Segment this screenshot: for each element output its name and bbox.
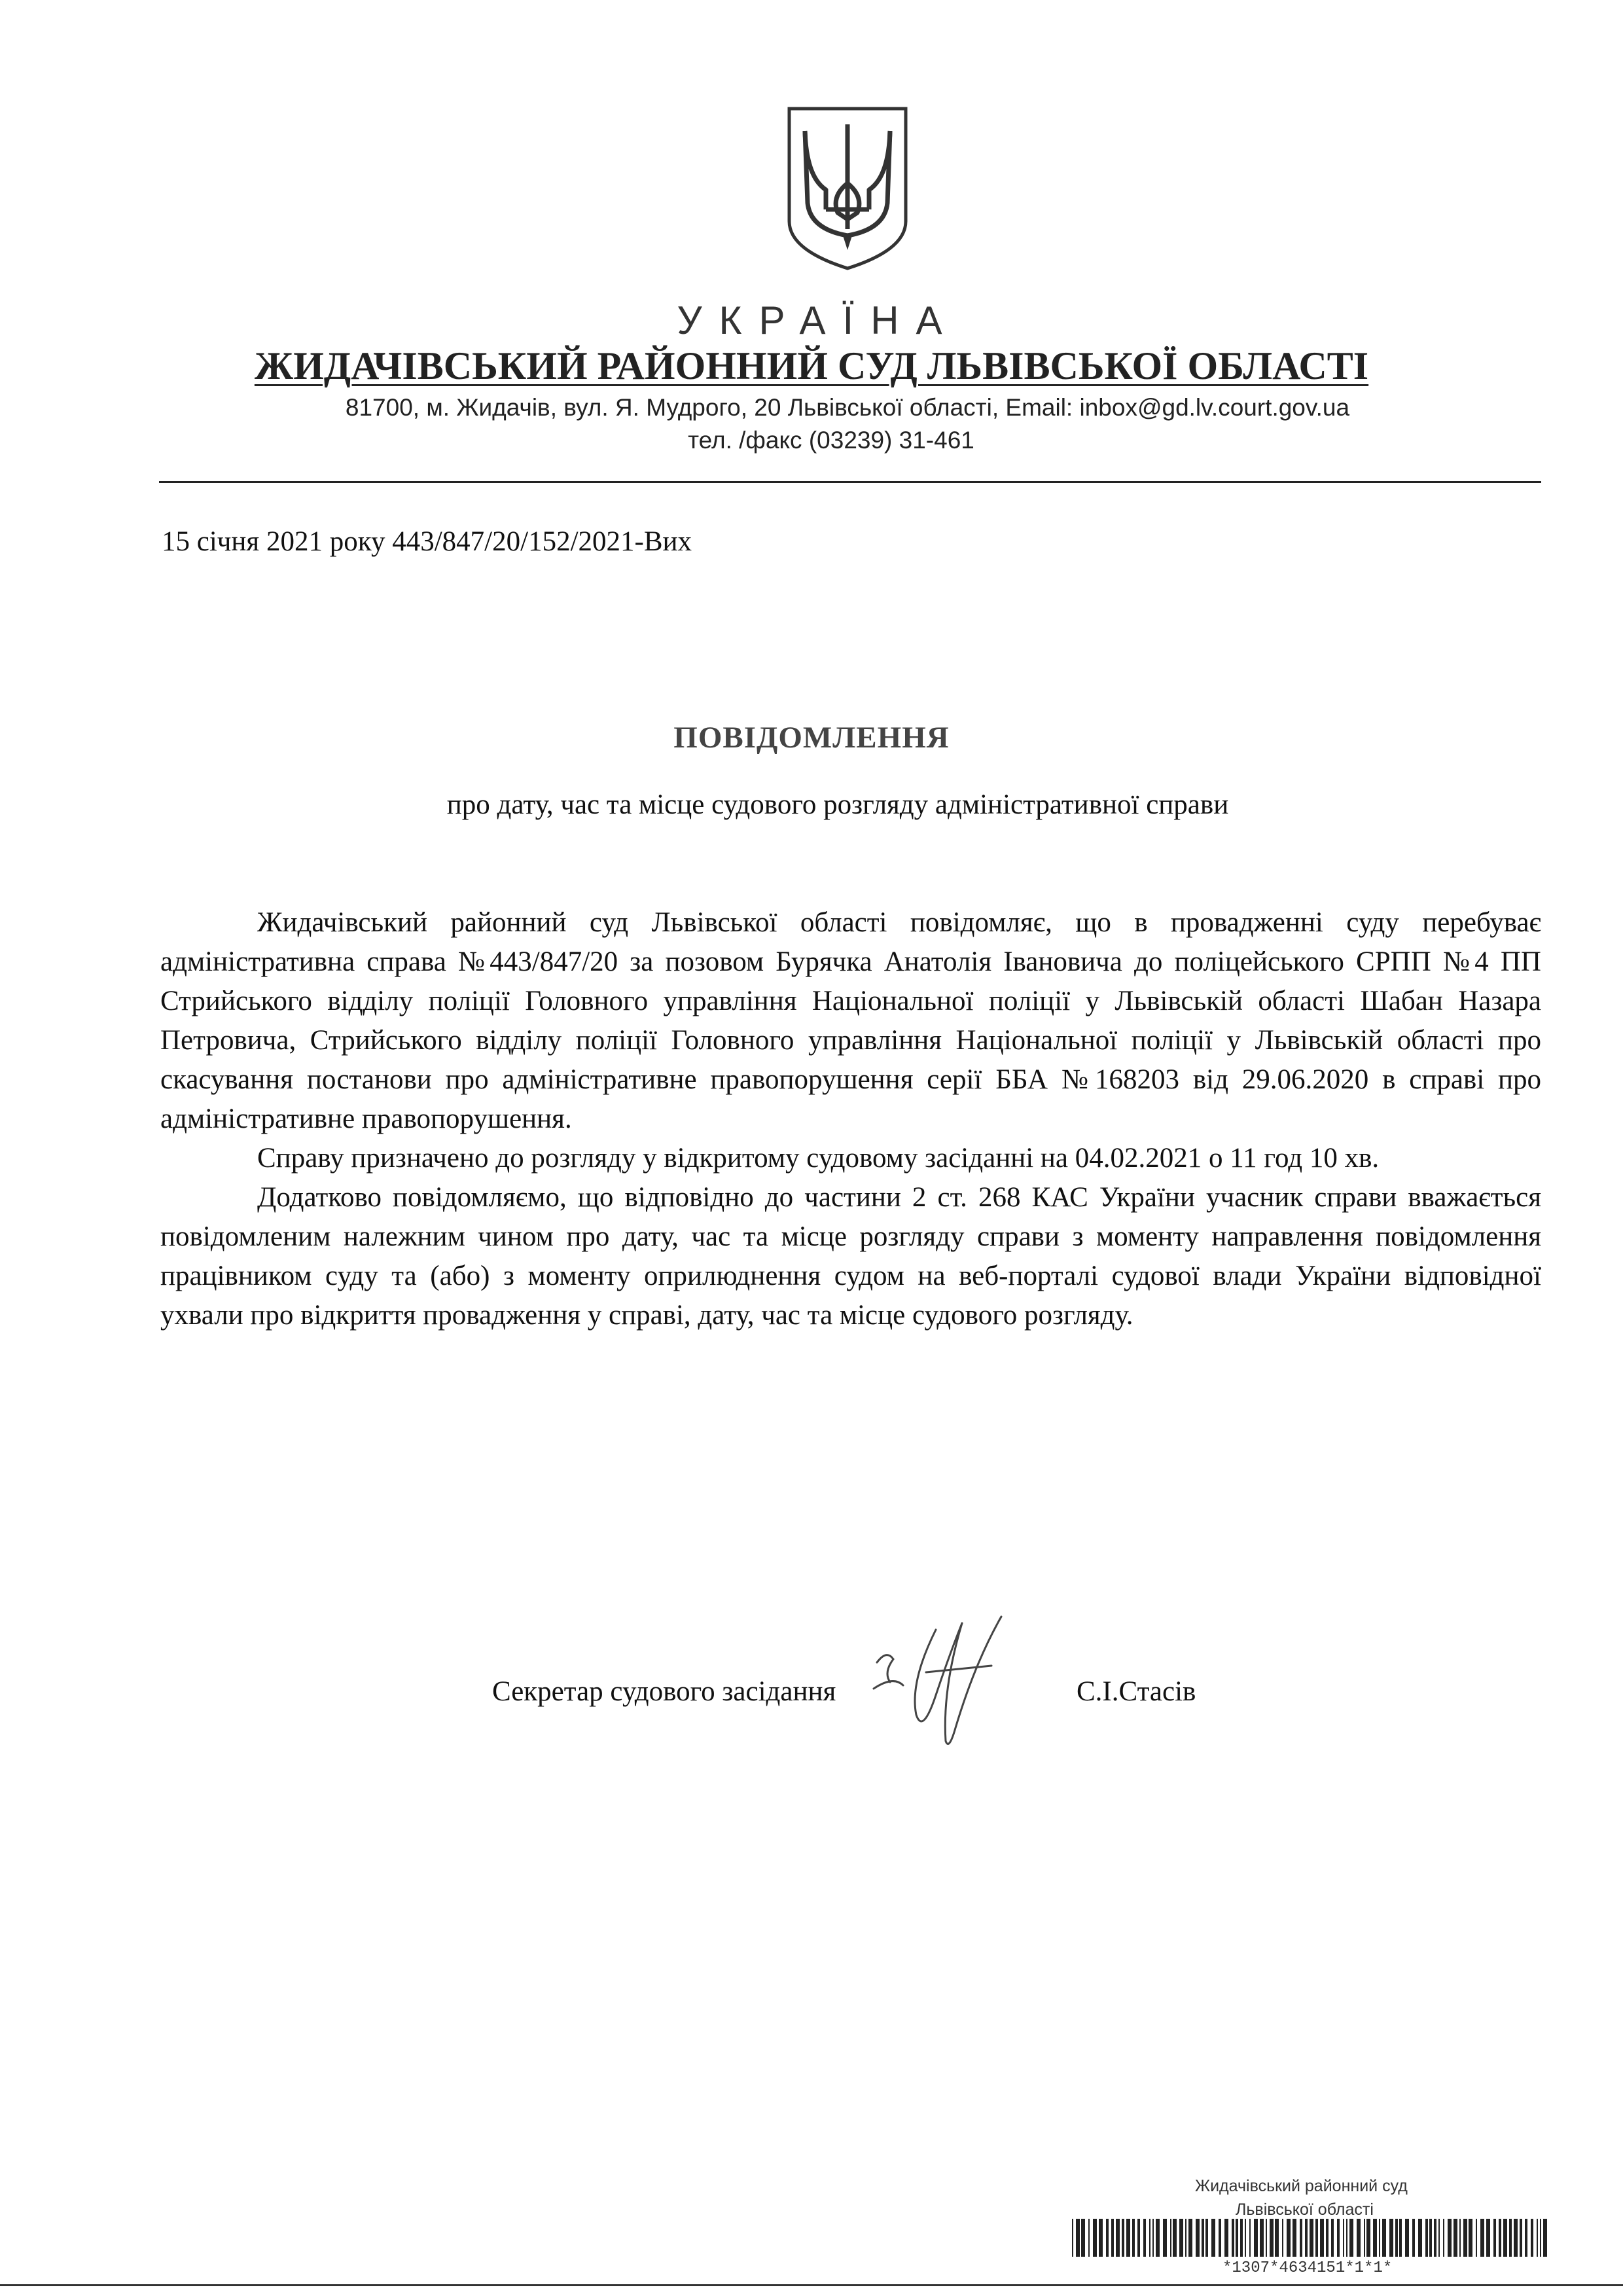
document-body: [160, 903, 1541, 1335]
signature-label: Секретар судового засідання: [492, 1676, 836, 1707]
document-title: ПОВІДОМЛЕННЯ: [673, 721, 950, 755]
body-paragraph: Справу призначено до розгляду у відкритому судовому засіданні на 04.02.2021 о 11 год 10 хв.: [257, 1143, 1380, 1174]
footer-divider: [0, 2284, 1623, 2286]
handwritten-signature: [864, 1610, 1027, 1761]
stamp-region: Львівської області: [1236, 2200, 1374, 2219]
coat-of-arms-icon: [785, 105, 910, 272]
document-reference: 15 січня 2021 року 443/847/20/152/2021-Вих: [162, 526, 692, 557]
body-paragraph: Додатково повідомляємо, що відповідно до частини 2 ст. 268 КАС України учасник справи вважається повідомленим належним чином про дату, час та місце розгляду справи з моменту направлення повідомлення працівником суду та (або) з моменту оприлюднення судом на веб-порталі судової влади України відповідної ухвали про відкриття провадження у справі, дату, час та місце судового розгляду.: [160, 1182, 1541, 1331]
stamp-court-name: Жидачівський районний суд: [1195, 2177, 1408, 2195]
court-address: 81700, м. Жидачів, вул. Я. Мудрого, 20 Львівської області, Email: inbox@gd.lv.court.gov.ua: [345, 394, 1350, 421]
court-name: ЖИДАЧІВСЬКИЙ РАЙОННИЙ СУД ЛЬВІВСЬКОЇ ОБЛАСТІ: [254, 344, 1369, 387]
document-subtitle: про дату, час та місце судового розгляду адміністративної справи: [446, 789, 1229, 820]
body-paragraph: Жидачівський районний суд Львівської області повідомляє, що в провадженні суду перебуває адміністративна справа №443/847/20 за позовом Бурячка Анатолія Івановича до поліцейського СРПП №4 ПП Стрийського відділу поліції Головного управління Національної поліції у Львівській області Шабан Назара Петровича, Стрийського відділу поліції Головного управління Національної поліції у Львівській області про скасування постанови про адміністративне правопорушення серії ББА №168203 від 29.06.2020 в справі про адміністративне правопорушення.: [160, 907, 1541, 1134]
barcode: [1072, 2219, 1550, 2257]
country-name: УКРАЇНА: [677, 298, 959, 342]
court-phone: тел. /факс (03239) 31-461: [688, 427, 974, 454]
signatory-name: С.І.Стасів: [1077, 1676, 1196, 1707]
barcode-number: *1307*4634151*1*1*: [1222, 2259, 1393, 2277]
header-divider: [159, 481, 1541, 483]
